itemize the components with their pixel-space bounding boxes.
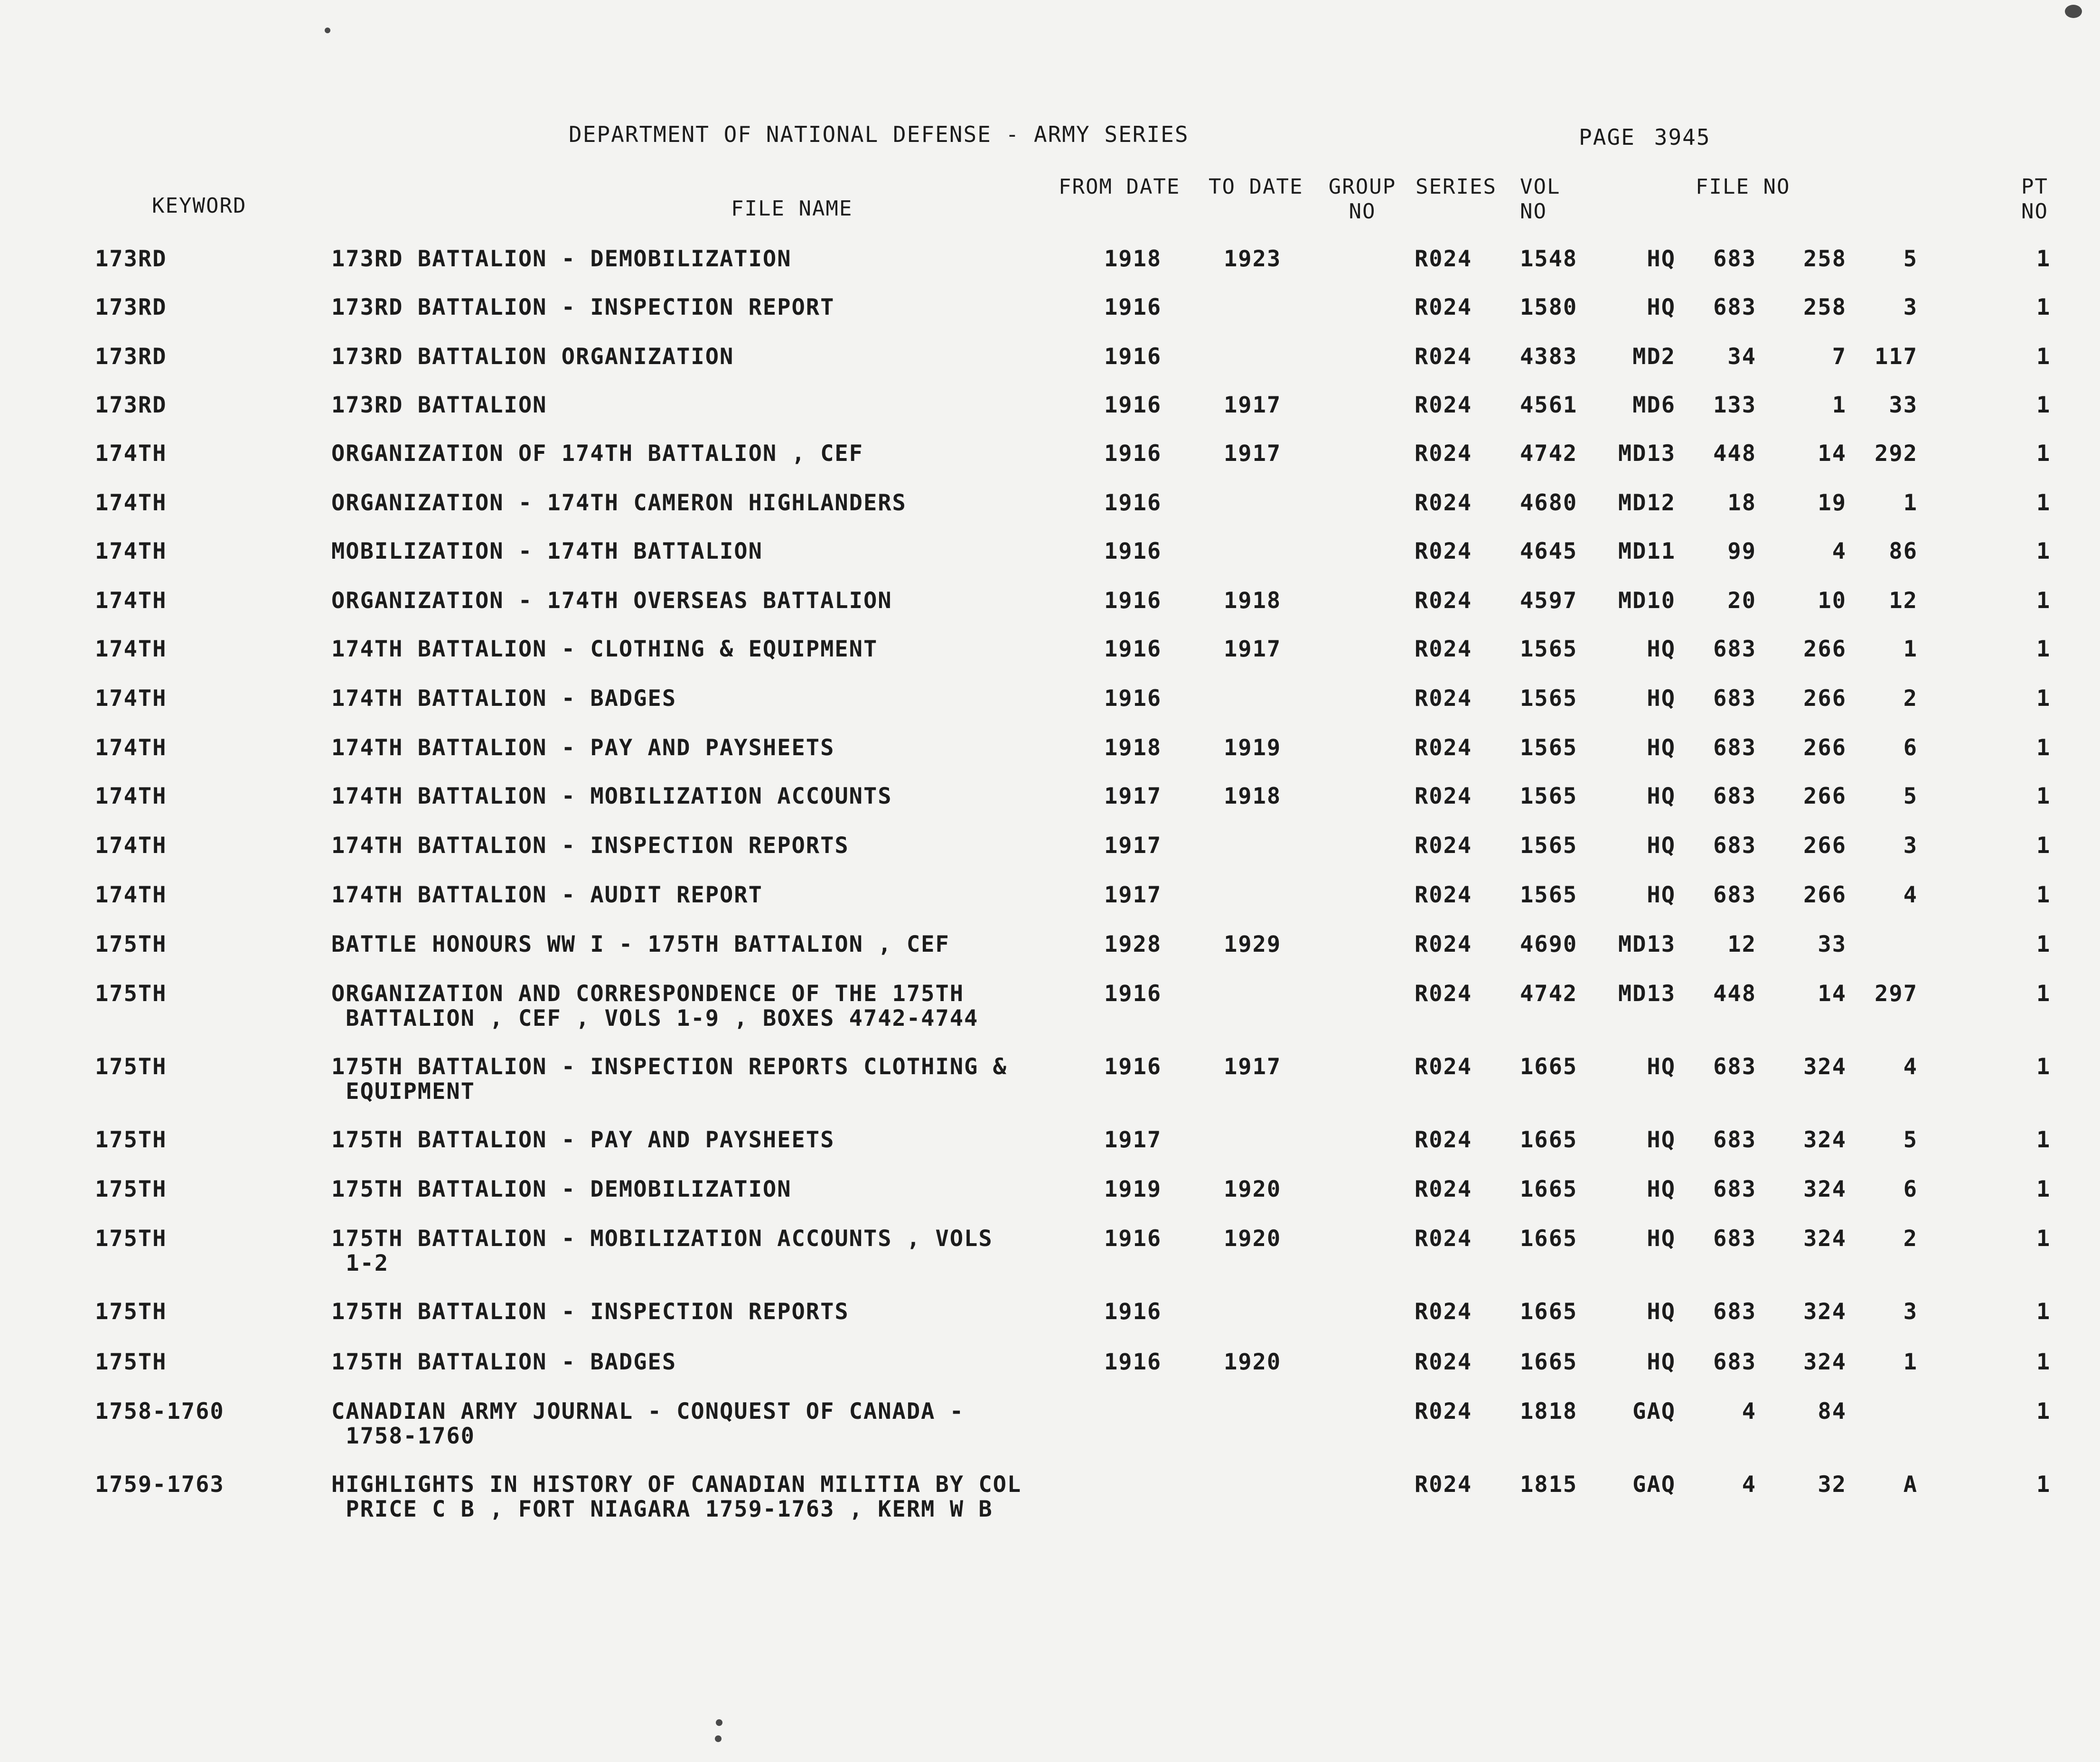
keyword-cell: 173RD [95,294,167,320]
file-no-part1-cell: 99 [1727,538,1756,564]
col-header-group-no [1324,175,1400,224]
file-no-part2-cell: 324 [1803,1176,1847,1202]
file-name-cell: 174TH BATTALION - CLOTHING & EQUIPMENT [331,636,878,662]
series-cell: R024 [1415,1349,1472,1375]
file-no-part3-cell: 6 [1903,735,1918,761]
file-no-prefix-cell: MD12 [1618,490,1676,516]
pt-no-cell: 1 [2036,1299,2051,1325]
page-number: 3945 [1654,124,1711,150]
file-name-cell: 174TH BATTALION - AUDIT REPORT [331,882,763,908]
keyword-cell: 175TH [95,1176,167,1202]
from-date-cell: 1917 [1104,783,1162,809]
keyword-cell: 174TH [95,833,167,859]
keyword-cell: 174TH [95,636,167,662]
series-cell: R024 [1415,344,1472,370]
file-name-cell: 173RD BATTALION ORGANIZATION [331,344,734,370]
vol-no-cell: 1565 [1520,636,1578,662]
keyword-cell: 1759-1763 [95,1471,225,1498]
pt-no-cell: 1 [2036,931,2051,957]
file-no-part2-cell: 10 [1818,588,1847,614]
to-date-cell: 1917 [1224,636,1282,662]
series-cell: R024 [1415,1127,1472,1153]
file-name-cell: 174TH BATTALION - INSPECTION REPORTS [331,833,849,859]
vol-no-cell: 1818 [1520,1398,1578,1425]
file-no-part1-cell: 683 [1713,882,1756,908]
file-no-part2-cell: 266 [1803,636,1847,662]
file-no-prefix-cell: MD10 [1618,588,1676,614]
from-date-cell: 1928 [1104,931,1162,957]
series-cell: R024 [1415,1054,1472,1080]
series-cell: R024 [1415,1176,1472,1202]
file-name-cell: 174TH BATTALION - PAY AND PAYSHEETS [331,735,835,761]
file-no-prefix-cell: MD13 [1618,440,1676,467]
series-cell: R024 [1415,1471,1472,1498]
file-no-prefix-cell: HQ [1647,833,1676,859]
file-no-prefix-cell: HQ [1647,246,1676,272]
from-date-cell: 1916 [1104,1054,1162,1080]
keyword-cell: 173RD [95,392,167,418]
file-name-cell: 175TH BATTALION - BADGES [331,1349,677,1375]
file-no-part1-cell: 683 [1713,1127,1756,1153]
pt-no-cell: 1 [2036,833,2051,859]
series-cell: R024 [1415,833,1472,859]
file-no-prefix-cell: HQ [1647,735,1676,761]
file-name-cell: 175TH BATTALION - DEMOBILIZATION [331,1176,792,1202]
from-date-cell: 1916 [1104,344,1162,370]
vol-no-cell: 1548 [1520,246,1578,272]
keyword-cell: 174TH [95,735,167,761]
file-no-part1-cell: 683 [1713,685,1756,712]
page-title: DEPARTMENT OF NATIONAL DEFENSE - ARMY SERIES [569,122,1189,147]
file-no-part1-cell: 683 [1713,1299,1756,1325]
col-header-vol-no [1520,175,1560,224]
from-date-cell: 1916 [1104,1299,1162,1325]
from-date-cell: 1917 [1104,833,1162,859]
series-cell: R024 [1415,538,1472,564]
file-no-prefix-cell: HQ [1647,1299,1676,1325]
file-no-part2-cell: 84 [1818,1398,1847,1425]
series-cell: R024 [1415,392,1472,418]
file-name-cell: CANADIAN ARMY JOURNAL - CONQUEST OF CANADA - 1758-1760 [331,1398,965,1449]
vol-no-cell: 1665 [1520,1127,1578,1153]
file-no-part2-cell: 324 [1803,1127,1847,1153]
pt-no-cell: 1 [2036,344,2051,370]
pt-no-cell: 1 [2036,392,2051,418]
pt-no-cell: 1 [2036,783,2051,809]
series-cell: R024 [1415,981,1472,1007]
keyword-cell: 174TH [95,538,167,564]
page-label: PAGE [1579,124,1635,150]
series-cell: R024 [1415,1226,1472,1252]
col-header-vol-line1: VOL [1520,175,1561,199]
from-date-cell: 1916 [1104,294,1162,320]
to-date-cell: 1918 [1224,783,1282,809]
file-no-part1-cell: 4 [1742,1471,1756,1498]
from-date-cell: 1916 [1104,538,1162,564]
pt-no-cell: 1 [2036,636,2051,662]
from-date-cell: 1917 [1104,882,1162,908]
from-date-cell: 1917 [1104,1127,1162,1153]
pt-no-cell: 1 [2036,981,2051,1007]
keyword-cell: 175TH [95,981,167,1007]
from-date-cell: 1916 [1104,636,1162,662]
file-no-part2-cell: 7 [1832,344,1847,370]
file-no-part1-cell: 683 [1713,1176,1756,1202]
keyword-cell: 175TH [95,1349,167,1375]
file-no-part2-cell: 266 [1803,882,1847,908]
keyword-cell: 174TH [95,783,167,809]
keyword-cell: 174TH [95,685,167,712]
file-name-cell: 175TH BATTALION - INSPECTION REPORTS [331,1299,849,1325]
file-no-part1-cell: 20 [1727,588,1756,614]
pt-no-cell: 1 [2036,588,2051,614]
file-no-part3-cell: 117 [1875,344,1918,370]
file-no-part1-cell: 448 [1713,440,1756,467]
pt-no-cell: 1 [2036,735,2051,761]
file-no-part1-cell: 683 [1713,735,1756,761]
file-no-prefix-cell: HQ [1647,636,1676,662]
file-no-part2-cell: 14 [1818,981,1847,1007]
file-no-part2-cell: 33 [1818,931,1847,957]
pt-no-cell: 1 [2036,685,2051,712]
file-no-part2-cell: 32 [1818,1471,1847,1498]
file-no-part3-cell: 2 [1903,685,1918,712]
pt-no-cell: 1 [2036,1349,2051,1375]
series-cell: R024 [1415,246,1472,272]
vol-no-cell: 4742 [1520,981,1578,1007]
file-no-part1-cell: 683 [1713,1349,1756,1375]
file-name-cell: ORGANIZATION OF 174TH BATTALION , CEF [331,440,863,467]
vol-no-cell: 1580 [1520,294,1578,320]
vol-no-cell: 1565 [1520,685,1578,712]
file-no-prefix-cell: MD11 [1618,538,1676,564]
to-date-cell: 1919 [1224,735,1282,761]
to-date-cell: 1917 [1224,1054,1282,1080]
file-no-part2-cell: 14 [1818,440,1847,467]
keyword-cell: 175TH [95,1054,167,1080]
from-date-cell: 1916 [1104,588,1162,614]
vol-no-cell: 4680 [1520,490,1578,516]
paper-speck [716,1719,722,1726]
keyword-cell: 175TH [95,1226,167,1252]
file-no-part1-cell: 34 [1727,344,1756,370]
file-no-part2-cell: 324 [1803,1299,1847,1325]
vol-no-cell: 4561 [1520,392,1578,418]
file-name-cell: 174TH BATTALION - MOBILIZATION ACCOUNTS [331,783,892,809]
file-name-cell: BATTLE HONOURS WW I - 175TH BATTALION , CEF [331,931,950,957]
from-date-cell: 1916 [1104,1226,1162,1252]
to-date-cell: 1929 [1224,931,1282,957]
file-no-prefix-cell: HQ [1647,882,1676,908]
file-no-part2-cell: 324 [1803,1226,1847,1252]
file-no-part1-cell: 683 [1713,1054,1756,1080]
file-no-prefix-cell: HQ [1647,1176,1676,1202]
col-header-file-name: FILE NAME [731,197,853,221]
vol-no-cell: 4597 [1520,588,1578,614]
col-header-from-date: FROM DATE [1059,175,1181,199]
file-name-cell: 175TH BATTALION - PAY AND PAYSHEETS [331,1127,835,1153]
file-no-part3-cell: 12 [1889,588,1918,614]
to-date-cell: 1917 [1224,440,1282,467]
keyword-cell: 173RD [95,344,167,370]
pt-no-cell: 1 [2036,1127,2051,1153]
to-date-cell: 1918 [1224,588,1282,614]
vol-no-cell: 1815 [1520,1471,1578,1498]
to-date-cell: 1917 [1224,392,1282,418]
pt-no-cell: 1 [2036,294,2051,320]
file-name-cell: 175TH BATTALION - INSPECTION REPORTS CLOTHING & EQUIPMENT [331,1054,1007,1105]
file-no-part2-cell: 324 [1803,1349,1847,1375]
file-no-prefix-cell: HQ [1647,783,1676,809]
to-date-cell: 1920 [1224,1349,1282,1375]
vol-no-cell: 4742 [1520,440,1578,467]
file-no-prefix-cell: HQ [1647,1349,1676,1375]
col-header-file-no: FILE NO [1696,175,1791,199]
file-name-cell: 174TH BATTALION - BADGES [331,685,677,712]
file-no-part1-cell: 683 [1713,783,1756,809]
keyword-cell: 174TH [95,882,167,908]
series-cell: R024 [1415,735,1472,761]
file-no-part3-cell: 3 [1903,294,1918,320]
pt-no-cell: 1 [2036,490,2051,516]
pt-no-cell: 1 [2036,1398,2051,1425]
keyword-cell: 174TH [95,490,167,516]
file-name-cell: MOBILIZATION - 174TH BATTALION [331,538,763,564]
file-no-part3-cell: A [1903,1471,1918,1498]
series-cell: R024 [1415,1299,1472,1325]
pt-no-cell: 1 [2036,1176,2051,1202]
file-no-part1-cell: 12 [1727,931,1756,957]
file-no-part1-cell: 683 [1713,833,1756,859]
vol-no-cell: 1665 [1520,1299,1578,1325]
col-header-series: SERIES [1416,175,1497,199]
vol-no-cell: 1665 [1520,1226,1578,1252]
file-no-part3-cell: 5 [1903,783,1918,809]
from-date-cell: 1918 [1104,735,1162,761]
from-date-cell: 1916 [1104,490,1162,516]
from-date-cell: 1916 [1104,685,1162,712]
pt-no-cell: 1 [2036,882,2051,908]
file-no-prefix-cell: GAQ [1632,1471,1676,1498]
file-no-part1-cell: 683 [1713,636,1756,662]
series-cell: R024 [1415,882,1472,908]
series-cell: R024 [1415,440,1472,467]
to-date-cell: 1923 [1224,246,1282,272]
from-date-cell: 1919 [1104,1176,1162,1202]
file-name-cell: ORGANIZATION - 174TH CAMERON HIGHLANDERS [331,490,907,516]
from-date-cell: 1918 [1104,246,1162,272]
file-no-part3-cell: 33 [1889,392,1918,418]
vol-no-cell: 1565 [1520,833,1578,859]
file-no-part2-cell: 324 [1803,1054,1847,1080]
paper-speck [2065,5,2082,18]
vol-no-cell: 1565 [1520,783,1578,809]
file-no-part3-cell: 3 [1903,833,1918,859]
paper-speck [325,28,330,33]
vol-no-cell: 4645 [1520,538,1578,564]
file-no-part1-cell: 133 [1713,392,1756,418]
keyword-cell: 175TH [95,931,167,957]
file-name-cell: HIGHLIGHTS IN HISTORY OF CANADIAN MILITIA BY COL PRICE C B , FORT NIAGARA 1759-1763 , KERM W B [331,1471,1022,1522]
file-no-part2-cell: 266 [1803,783,1847,809]
file-no-part1-cell: 4 [1742,1398,1756,1425]
file-no-prefix-cell: HQ [1647,1226,1676,1252]
file-no-part3-cell: 5 [1903,1127,1918,1153]
keyword-cell: 174TH [95,440,167,467]
file-no-part3-cell: 5 [1903,246,1918,272]
file-no-part3-cell: 3 [1903,1299,1918,1325]
file-no-part3-cell: 6 [1903,1176,1918,1202]
file-no-part3-cell: 4 [1903,882,1918,908]
vol-no-cell: 4383 [1520,344,1578,370]
from-date-cell: 1916 [1104,1349,1162,1375]
col-header-pt-line2: NO [2021,199,2048,224]
pt-no-cell: 1 [2036,1471,2051,1498]
file-no-prefix-cell: HQ [1647,1054,1676,1080]
file-no-prefix-cell: MD2 [1632,344,1676,370]
file-no-part3-cell: 1 [1903,636,1918,662]
file-no-part1-cell: 683 [1713,1226,1756,1252]
file-no-part1-cell: 683 [1713,294,1756,320]
col-header-vol-line2: NO [1520,199,1547,224]
file-name-cell: 173RD BATTALION [331,392,547,418]
from-date-cell: 1916 [1104,392,1162,418]
pt-no-cell: 1 [2036,246,2051,272]
vol-no-cell: 1565 [1520,735,1578,761]
col-header-pt-no [2021,175,2048,224]
file-no-part2-cell: 266 [1803,833,1847,859]
vol-no-cell: 4690 [1520,931,1578,957]
pt-no-cell: 1 [2036,1054,2051,1080]
col-header-group-line2: NO [1349,199,1376,224]
to-date-cell: 1920 [1224,1226,1282,1252]
col-header-to-date: TO DATE [1209,175,1303,199]
file-no-prefix-cell: MD13 [1618,981,1676,1007]
from-date-cell: 1916 [1104,981,1162,1007]
file-no-part2-cell: 266 [1803,735,1847,761]
file-no-part2-cell: 266 [1803,685,1847,712]
keyword-cell: 175TH [95,1299,167,1325]
file-no-prefix-cell: HQ [1647,294,1676,320]
page-indicator [1579,124,1711,150]
file-name-cell: ORGANIZATION - 174TH OVERSEAS BATTALION [331,588,892,614]
file-no-prefix-cell: HQ [1647,1127,1676,1153]
file-no-part3-cell: 4 [1903,1054,1918,1080]
vol-no-cell: 1665 [1520,1176,1578,1202]
vol-no-cell: 1665 [1520,1054,1578,1080]
file-no-part2-cell: 19 [1818,490,1847,516]
vol-no-cell: 1665 [1520,1349,1578,1375]
file-no-part3-cell: 86 [1889,538,1918,564]
keyword-cell: 175TH [95,1127,167,1153]
series-cell: R024 [1415,636,1472,662]
col-header-pt-line1: PT [2021,175,2048,199]
series-cell: R024 [1415,588,1472,614]
col-header-group-line1: GROUP [1328,175,1397,199]
pt-no-cell: 1 [2036,538,2051,564]
series-cell: R024 [1415,490,1472,516]
file-no-part3-cell: 292 [1875,440,1918,467]
file-no-part3-cell: 2 [1903,1226,1918,1252]
file-no-prefix-cell: GAQ [1632,1398,1676,1425]
file-no-part3-cell: 297 [1875,981,1918,1007]
series-cell: R024 [1415,685,1472,712]
file-no-prefix-cell: MD6 [1632,392,1676,418]
file-name-cell: ORGANIZATION AND CORRESPONDENCE OF THE 175TH BATTALION , CEF , VOLS 1-9 , BOXES 4742-4744 [331,981,979,1031]
pt-no-cell: 1 [2036,1226,2051,1252]
file-no-part2-cell: 1 [1832,392,1847,418]
file-no-part3-cell: 1 [1903,490,1918,516]
file-no-part1-cell: 18 [1727,490,1756,516]
file-name-cell: 173RD BATTALION - DEMOBILIZATION [331,246,792,272]
file-no-part2-cell: 258 [1803,294,1847,320]
file-no-part3-cell: 1 [1903,1349,1918,1375]
keyword-cell: 174TH [95,588,167,614]
pt-no-cell: 1 [2036,440,2051,467]
file-no-part1-cell: 448 [1713,981,1756,1007]
series-cell: R024 [1415,783,1472,809]
file-no-prefix-cell: HQ [1647,685,1676,712]
vol-no-cell: 1565 [1520,882,1578,908]
file-name-cell: 175TH BATTALION - MOBILIZATION ACCOUNTS , VOLS 1-2 [331,1226,993,1276]
file-no-part2-cell: 4 [1832,538,1847,564]
keyword-cell: 1758-1760 [95,1398,225,1425]
series-cell: R024 [1415,931,1472,957]
file-name-cell: 173RD BATTALION - INSPECTION REPORT [331,294,835,320]
col-header-keyword: KEYWORD [152,194,247,218]
series-cell: R024 [1415,294,1472,320]
file-no-prefix-cell: MD13 [1618,931,1676,957]
file-no-part1-cell: 683 [1713,246,1756,272]
paper-speck [715,1735,722,1742]
from-date-cell: 1916 [1104,440,1162,467]
file-no-part2-cell: 258 [1803,246,1847,272]
keyword-cell: 173RD [95,246,167,272]
series-cell: R024 [1415,1398,1472,1425]
to-date-cell: 1920 [1224,1176,1282,1202]
